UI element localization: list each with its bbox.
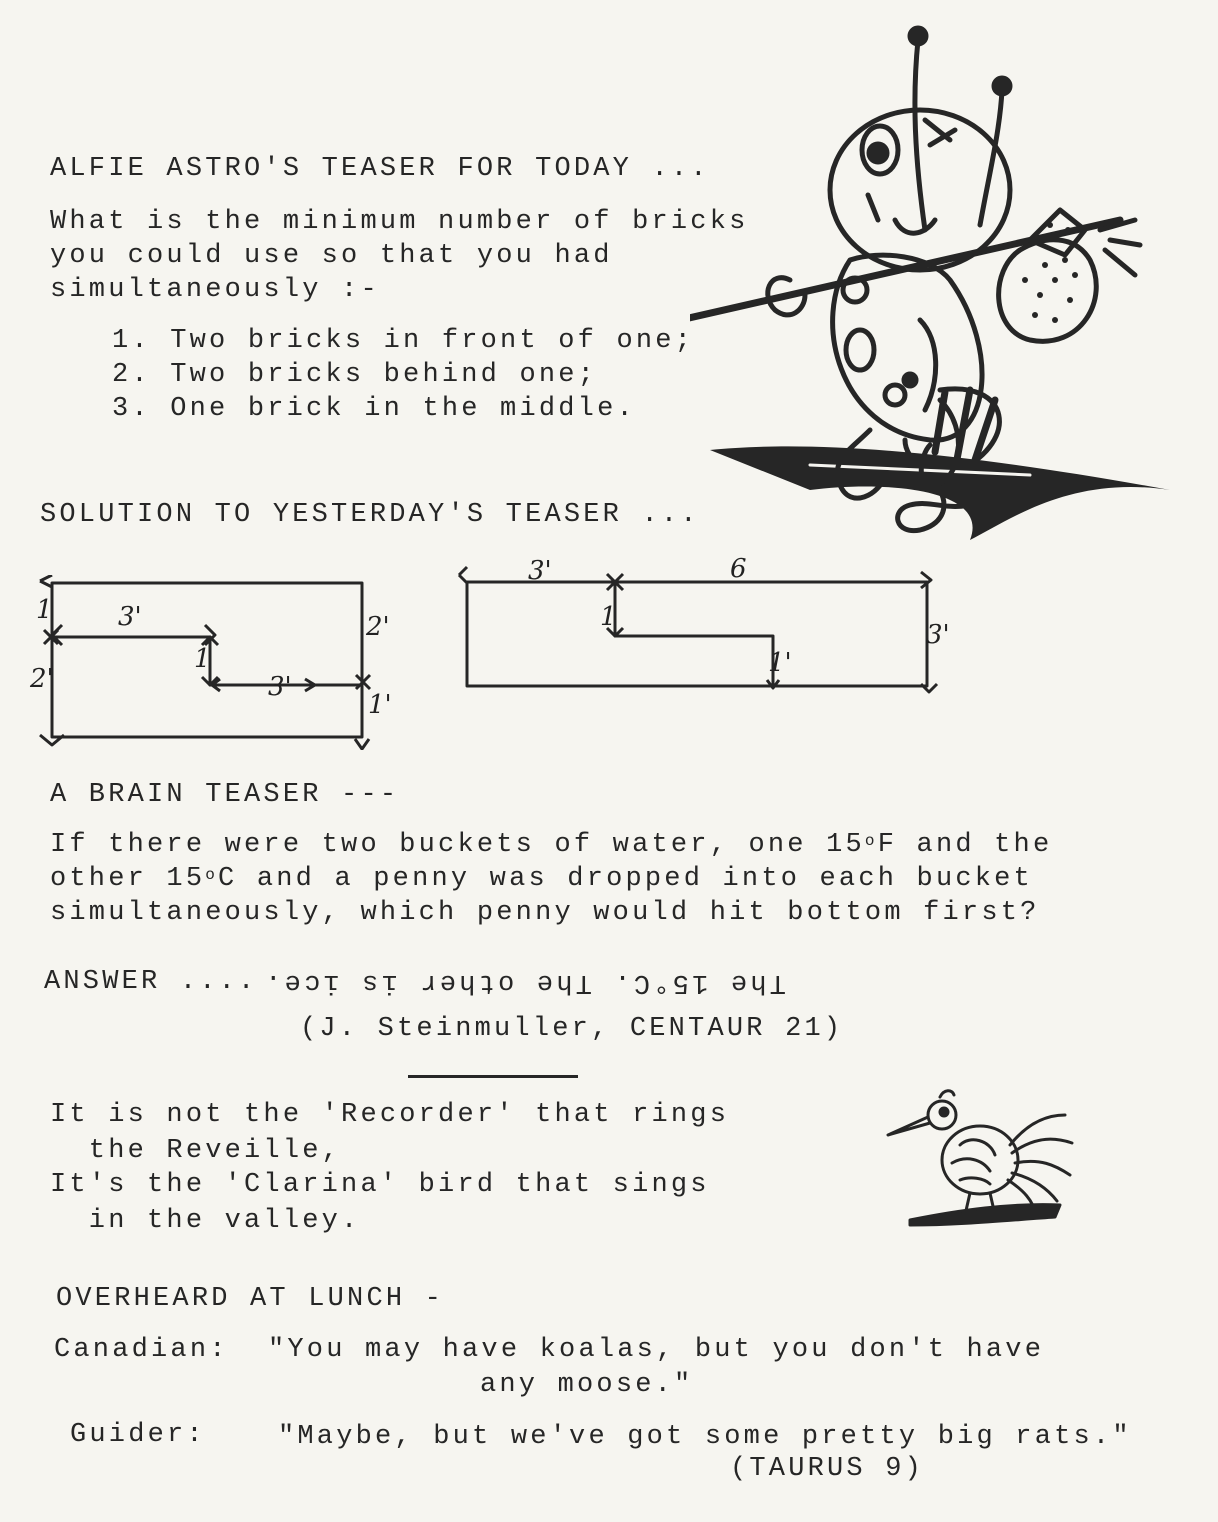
right-label-4: 1': [768, 648, 792, 678]
canadian-line-1: "You may have koalas, but you don't have: [268, 1335, 1045, 1365]
guider-label: Guider:: [70, 1420, 206, 1450]
left-label-7: 1': [368, 690, 392, 720]
right-label-5: 3': [926, 620, 950, 650]
left-label-1: 1: [36, 595, 53, 625]
left-label-5: 2': [30, 664, 54, 694]
alfie-astro-bug-icon: [690, 20, 1190, 560]
teaser-question-line-2: you could use so that you had: [50, 241, 613, 271]
overheard-heading: OVERHEARD AT LUNCH -: [56, 1284, 445, 1314]
poem-line-1: It is not the 'Recorder' that rings: [50, 1100, 730, 1130]
brain-teaser-line-2: other 15$^o$C and a penny was dropped into each bucket: [50, 864, 1033, 894]
teaser-question-line-1: What is the minimum number of bricks: [50, 207, 749, 237]
right-label-2: 6: [730, 554, 747, 584]
brain-teaser-credit: (J. Steinmuller, CENTAUR 21): [300, 1014, 844, 1044]
answer-upside-down: The 15°C. The other is ice.: [262, 967, 786, 997]
teaser-item-2: 2. Two bricks behind one;: [112, 360, 598, 390]
poem-line-2: the Reveille,: [50, 1136, 342, 1166]
clarina-bird-icon: [880, 1085, 1080, 1235]
teaser-item-3: 3. One brick in the middle.: [112, 394, 636, 424]
brain-teaser-line-3: simultaneously, which penny would hit bottom first?: [50, 898, 1040, 928]
left-label-2: 3': [118, 602, 142, 632]
left-label-6: 3': [268, 672, 292, 702]
poem-line-4: in the valley.: [50, 1206, 361, 1236]
brain-teaser-heading: A BRAIN TEASER ---: [50, 780, 400, 810]
answer-label: ANSWER ....: [44, 967, 258, 997]
solution-heading: SOLUTION TO YESTERDAY'S TEASER ...: [40, 500, 700, 530]
teaser-question-line-3: simultaneously :-: [50, 275, 380, 305]
section-divider: [408, 1075, 578, 1078]
right-label-1: 3': [528, 556, 552, 586]
left-label-3: 2': [366, 612, 390, 642]
guider-line: "Maybe, but we've got some pretty big rats.": [278, 1422, 1132, 1452]
overheard-credit: (TAURUS 9): [730, 1454, 925, 1484]
brain-teaser-line-1: If there were two buckets of water, one 15$^o$F and the: [50, 830, 1053, 860]
left-label-4: 1: [194, 644, 211, 674]
teaser-heading: ALFIE ASTRO'S TEASER FOR TODAY ...: [50, 154, 710, 184]
right-label-3: 1: [600, 602, 617, 632]
teaser-item-1: 1. Two bricks in front of one;: [112, 326, 695, 356]
canadian-label: Canadian:: [54, 1335, 229, 1365]
canadian-line-2: any moose.": [480, 1370, 694, 1400]
poem-line-3: It's the 'Clarina' bird that sings: [50, 1170, 710, 1200]
